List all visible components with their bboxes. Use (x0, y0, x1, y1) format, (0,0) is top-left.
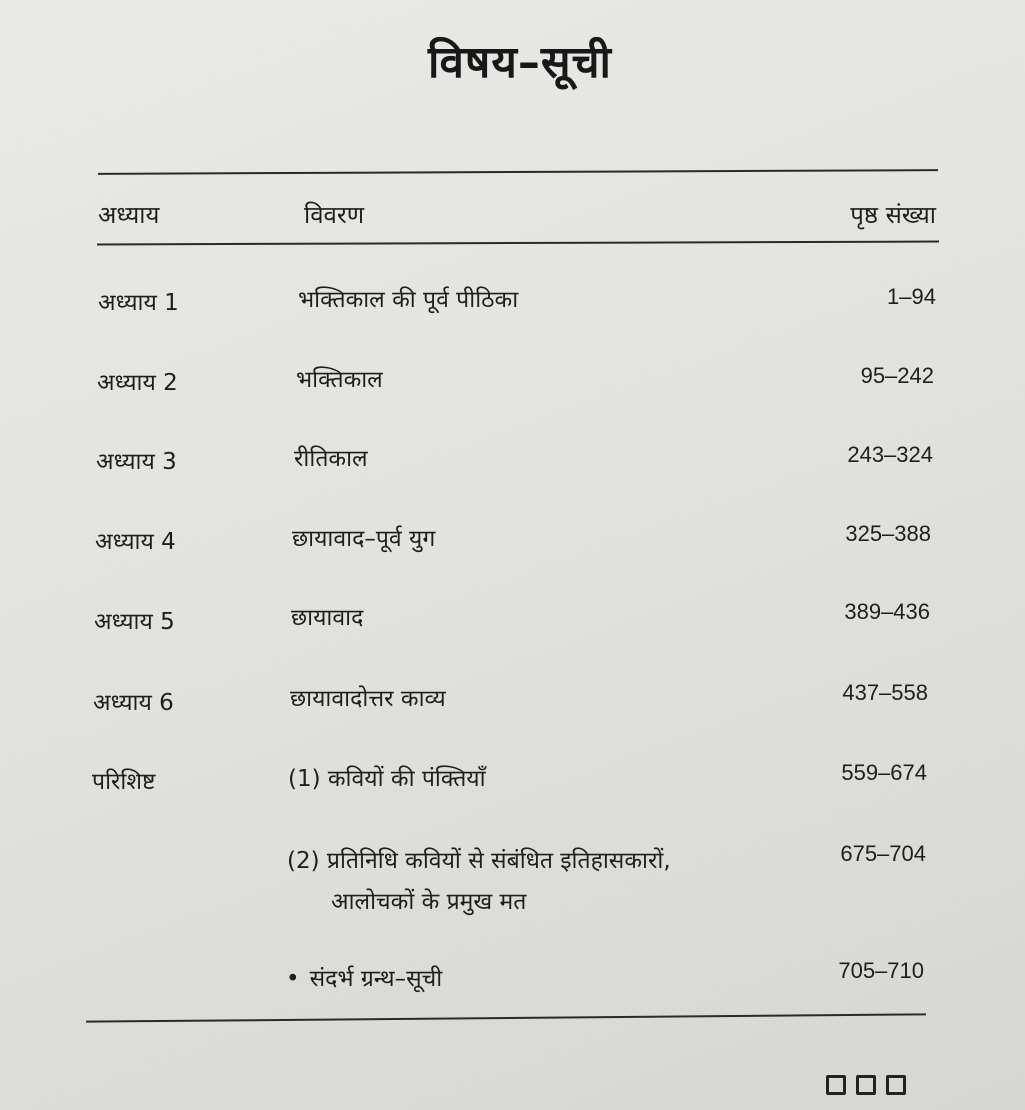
appendix2-description-line2: आलोचकों के प्रमुख मत (331, 889, 527, 915)
row-pages: 559–674 (841, 760, 927, 785)
bibliography-pages: 705–710 (838, 958, 924, 983)
row-description: (1) कवियों की पंक्तियाँ (288, 766, 486, 792)
header-pages: पृष्ठ संख्या (850, 201, 936, 229)
row-description: छायावाद (291, 605, 364, 631)
bibliography-entry (286, 961, 442, 993)
square-icon (856, 1075, 876, 1095)
page-title: विषय–सूची (428, 37, 612, 88)
row-description: भक्तिकाल की पूर्व पीठिका (298, 287, 519, 313)
row-pages: 389–436 (844, 599, 930, 624)
row-chapter: अध्याय 2 (97, 370, 178, 396)
row-pages: 437–558 (842, 680, 928, 705)
appendix2-pages: 675–704 (840, 841, 926, 866)
row-pages: 243–324 (847, 442, 933, 467)
row-chapter: परिशिष्ट (92, 769, 156, 795)
header-chapter: अध्याय (98, 201, 160, 229)
bullet-icon: • (286, 966, 300, 992)
row-pages: 1–94 (887, 284, 936, 309)
header-description: विवरण (304, 201, 365, 229)
row-pages: 325–388 (845, 521, 931, 546)
square-icon (826, 1075, 846, 1095)
header-top-rule (98, 169, 938, 175)
header-bottom-rule (97, 241, 939, 246)
row-description: छायावादोत्तर काव्य (290, 686, 446, 712)
row-description: भक्तिकाल (296, 367, 383, 393)
row-chapter: अध्याय 4 (95, 529, 176, 555)
row-chapter: अध्याय 6 (93, 690, 174, 716)
row-chapter: अध्याय 1 (98, 290, 179, 316)
row-pages: 95–242 (860, 363, 934, 388)
appendix2-description-line1: (2) प्रतिनिधि कवियों से संबंधित इतिहासकारों, (287, 848, 671, 874)
row-description: छायावाद–पूर्व युग (292, 526, 436, 552)
row-chapter: अध्याय 5 (94, 609, 175, 635)
end-of-section-marks (826, 1075, 906, 1095)
footer-rule (86, 1013, 926, 1022)
row-description: रीतिकाल (294, 446, 368, 472)
bibliography-description: संदर्भ ग्रन्थ–सूची (309, 966, 443, 992)
square-icon (886, 1075, 906, 1095)
row-chapter: अध्याय 3 (96, 449, 177, 475)
